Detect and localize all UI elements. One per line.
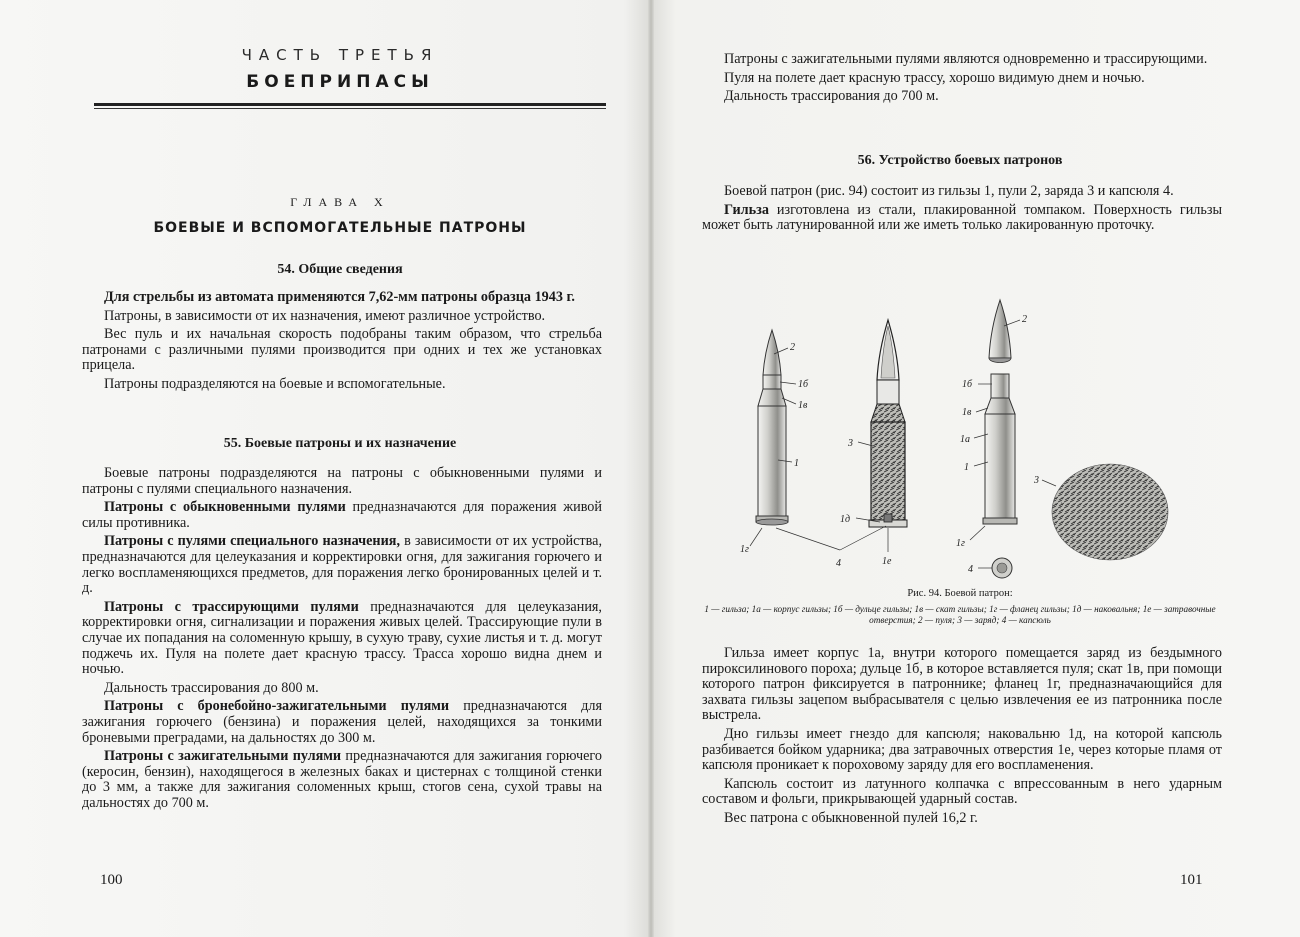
paragraph-text: Для стрельбы из автомата применяются 7,62-мм патроны образца 1943 г.	[104, 289, 575, 305]
paragraph-text: в зависимости от их устройства, предназначаются для целеуказания и корректировки огня, для зажигания горючего и легко воспламеняющихся предметов, для поражения легко бронированных целей и т. д.	[82, 533, 602, 597]
label-1b: 1б	[798, 379, 809, 390]
left-page	[60, 0, 620, 937]
label-1d: 1д	[840, 514, 851, 525]
paragraph	[702, 203, 1222, 234]
paragraph: Боевой патрон (рис. 94) состоит из гильзы 1, пули 2, заряда 3 и капсюля 4.	[724, 183, 1174, 199]
paragraph-lead: Патроны с обыкновенными пулями	[104, 499, 346, 516]
cartridge-drawing	[740, 290, 1210, 590]
part-title: ЧАСТЬ ТРЕТЬЯ	[241, 46, 439, 64]
paragraph-text: предназначаются для зажигания горючего (керосин, бензин), находящегося в железных баках и цистернах с толщиной стенки до 3 мм, а также для зажигания соломенных крыш, стогов сена, сухой травы на дальностях до 700 м.	[82, 748, 602, 811]
paragraph-lead: Патроны с трассирующими пулями	[104, 598, 359, 615]
label-1: 1	[794, 458, 799, 469]
right-top-body	[702, 52, 1222, 105]
cartridge-assembled	[756, 330, 788, 525]
paragraph-text: предназначаются для поражения живой силы противника.	[82, 499, 602, 531]
chapter-label: ГЛАВА X	[290, 195, 390, 209]
paragraph: Патроны, в зависимости от их назначения, имеют различное устройство.	[104, 307, 546, 324]
label-1v2: 1в	[962, 407, 972, 418]
paragraph	[82, 749, 602, 811]
label-4: 4	[836, 558, 841, 569]
paragraph	[82, 290, 602, 306]
paragraph: Патроны подразделяются на боевые и вспомогательные.	[104, 375, 446, 392]
part-name: БОЕПРИПАСЫ	[246, 72, 434, 92]
label-3a: 3	[848, 438, 853, 449]
label-1-2: 1	[964, 462, 969, 473]
section-54-title: 54. Общие сведения	[277, 262, 403, 277]
title-rule-thin	[94, 108, 606, 109]
label-2a: 2	[790, 342, 795, 353]
section-54-body	[82, 290, 602, 393]
paragraph: Дальность трассирования до 700 м.	[724, 88, 939, 105]
paragraph-text: изготовлена из стали, плакированной томпаком. Поверхность гильзы может быть латунированной или же иметь только лакированную проточку.	[702, 201, 1222, 234]
section-55-title: 55. Боевые патроны и их назначение	[223, 436, 457, 451]
right-page	[680, 0, 1240, 937]
paragraph-lead: Патроны с пулями специального назначения,	[104, 533, 401, 550]
chapter-title: БОЕВЫЕ И ВСПОМОГАТЕЛЬНЫЕ ПАТРОНЫ	[153, 220, 527, 236]
paragraph: Вес патрона с обыкновенной пулей 16,2 г.	[724, 809, 978, 826]
powder-charge-pile	[1052, 464, 1168, 560]
cartridge-exploded	[983, 300, 1017, 578]
section-56-body	[702, 646, 1222, 827]
title-rule-thick	[94, 103, 606, 106]
paragraph	[82, 600, 602, 678]
section-56-intro	[702, 184, 1222, 234]
paragraph	[82, 500, 602, 531]
page-number-left: 100	[100, 872, 123, 888]
cartridge-figure	[740, 290, 1210, 590]
cartridge-cutaway	[869, 320, 907, 527]
paragraph: Боевые патроны подразделяются на патроны с обыкновенными пулями и патроны с пулями специального назначения.	[82, 465, 602, 497]
paragraph: Пуля на полете дает красную трассу, хорошо видимую днем и ночью.	[724, 69, 1145, 86]
label-1e: 1е	[882, 556, 892, 567]
paragraph: Гильза имеет корпус 1а, внутри которого помещается заряд из бездымного пироксилинового пороха; дульце 1б, в которое вставляется пуля; скат 1в, при помощи которого патрон фиксируется в патроннике; фланец 1г, предназначающийся для захвата гильзы зацепом выбрасывателя с целью извлечения ее из патронника после выстрела.	[702, 645, 1222, 724]
label-1v: 1в	[798, 400, 808, 411]
paragraph-lead: Патроны с зажигательными пулями	[104, 748, 342, 765]
paragraph: Капсюль состоит из латунного колпачка с впрессованным в него ударным составом и фольги, прикрывающей ударный состав.	[702, 775, 1222, 808]
label-1b2: 1б	[962, 379, 973, 390]
label-1g2: 1г	[956, 538, 965, 549]
figure-caption-legend: 1 — гильза; 1а — корпус гильзы; 1б — дульце гильзы; 1в — скат гильзы; 1г — фланец гильзы; 1д — наковальня; 1е — затравочные отверстия; 2 — пуля; 3 — заряд; 4 — капсюль	[704, 604, 1216, 625]
paragraph	[82, 534, 602, 596]
book-gutter	[648, 0, 654, 937]
label-1g: 1г	[740, 544, 749, 555]
paragraph: Дальность трассирования до 800 м.	[104, 679, 319, 696]
label-1a2: 1а	[960, 434, 970, 445]
paragraph: Дно гильзы имеет гнездо для капсюля; наковальню 1д, на которой капсюль разбивается бойком ударника; два затравочных отверстия 1е, через которые пламя от капсюля проникает к пороховому заряду для его воспламенения.	[702, 725, 1222, 774]
paragraph-lead: Патроны с бронебойно-зажигательными пулями	[104, 698, 450, 715]
page-number-right: 101	[1180, 872, 1203, 888]
section-55-body	[82, 466, 602, 811]
label-2b: 2	[1022, 314, 1027, 325]
paragraph: Вес пуль и их начальная скорость подобраны таким образом, что стрельба патронами с различными пулями производится при одних и тех же установках прицела.	[82, 326, 602, 374]
paragraph-lead: Гильза	[724, 201, 769, 218]
paragraph	[82, 699, 602, 746]
paragraph: Патроны с зажигательными пулями являются одновременно и трассирующими.	[724, 51, 1208, 67]
figure-caption-title: Рис. 94. Боевой патрон:	[907, 588, 1013, 599]
paragraph-text: предназначаются для целеуказания, корректировки огня, сигнализации и поражения живых целей. Трассирующие пули в случае их попадания на соломенную крышу, в сухую траву, сухие листья и т. д. могут поджечь их. Пуля на полете дает красную трассу. Трасса хорошо видна днем и ночью.	[82, 598, 602, 678]
label-4b: 4	[968, 564, 973, 575]
section-56-title: 56. Устройство боевых патронов	[857, 153, 1063, 168]
paragraph-text: предназначаются для зажигания горючего (бензина) и поражения целей, находящихся за тонкими броневыми преградами, на дальностях до 300 м.	[82, 698, 602, 746]
label-3b: 3	[1034, 475, 1039, 486]
